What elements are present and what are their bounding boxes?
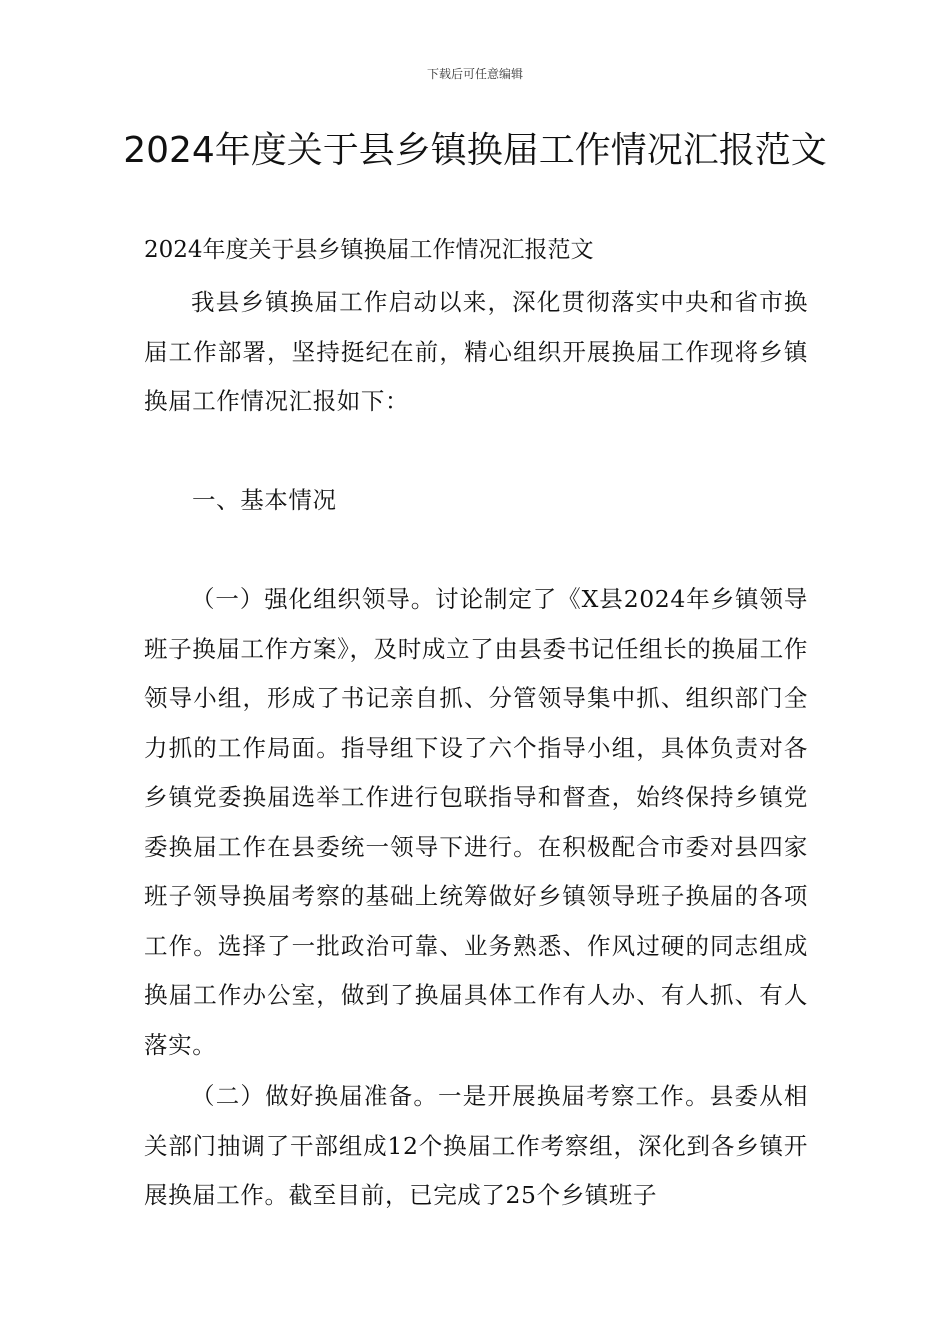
document-title: 2024年度关于县乡镇换届工作情况汇报范文	[123, 130, 827, 171]
document-subtitle: 2024年度关于县乡镇换届工作情况汇报范文	[144, 237, 594, 263]
paragraph-election-preparation: （二）做好换届准备。一是开展换届考察工作。县委从相关部门抽调了干部组成12个换届工作考察组，深化到各乡镇开展换届工作。截至目前，已完成了25个乡镇班子	[144, 1082, 808, 1209]
section-heading-basic-situation: 一、基本情况	[192, 486, 337, 514]
header-note: 下载后可任意编辑	[426, 67, 523, 81]
paragraph-organization-leadership: （一）强化组织领导。讨论制定了《X县2024年乡镇领导班子换届工作方案》，及时成立了由县委书记任组长的换届工作领导小组，形成了书记亲自抓、分管领导集中抓、组织部门全力抓的工作局面。指导组下设了六个指导小组，具体负责对各乡镇党委换届选举工作进行包联指导和督查，始终保持乡镇党委换届工作在县委统一领导下进行。在积极配合市委对县四家班子领导换届考察的基础上统筹做好乡镇领导班子换届的各项工作。选择了一批政治可靠、业务熟悉、作风过硬的同志组成换届工作办公室，做到了换届具体工作有人办、有人抓、有人落实。	[144, 585, 808, 1059]
intro-paragraph: 我县乡镇换届工作启动以来，深化贯彻落实中央和省市换届工作部署，坚持挺纪在前，精心组织开展换届工作现将乡镇换届工作情况汇报如下：	[144, 288, 808, 415]
